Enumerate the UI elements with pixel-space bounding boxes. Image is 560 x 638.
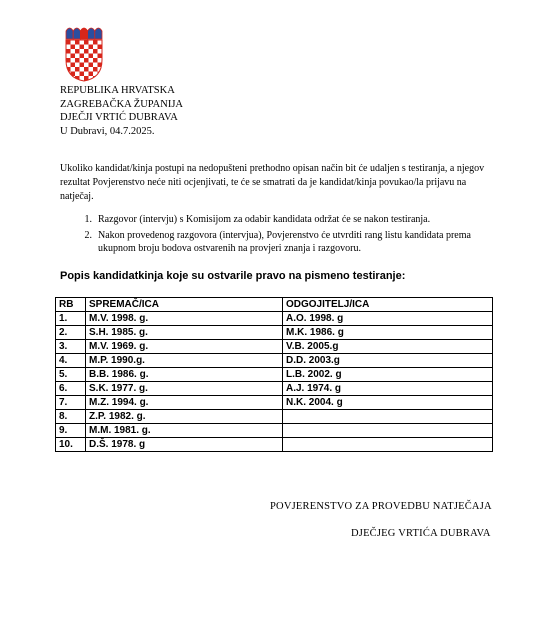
cell-rb: 5. (56, 368, 86, 382)
candidates-table (55, 297, 493, 452)
list-item-number: 2. (84, 229, 92, 241)
cell-odgojitelj: N.K. 2004. g (283, 396, 493, 410)
list-item-text: Razgovor (intervju) s Komisijom za odabir kandidata održat će se nakon testiranja. (98, 214, 431, 225)
committee-signature-line1: POVJERENSTVO ZA PROVEDBU NATJEČAJA (270, 501, 492, 512)
cell-odgojitelj (283, 424, 493, 438)
table-row (56, 382, 493, 396)
cell-odgojitelj: L.B. 2002. g (283, 368, 493, 382)
cell-rb: 2. (56, 326, 86, 340)
column-header-odgojitelj: ODGOJITELJ/ICA (283, 298, 493, 312)
cell-spremac: M.V. 1969. g. (86, 340, 283, 354)
cell-odgojitelj: A.O. 1998. g (283, 312, 493, 326)
candidates-list-title: Popis kandidatkinja koje su ostvarile pravo na pismeno testiranje: (60, 270, 406, 282)
column-header-rb: RB (56, 298, 86, 312)
header-country: REPUBLIKA HRVATSKA (60, 85, 175, 96)
table-row (56, 368, 493, 382)
cell-spremac: D.Š. 1978. g (86, 438, 283, 452)
header-date: U Dubravi, 04.7.2025. (60, 125, 155, 137)
intro-paragraph: Ukoliko kandidat/kinja postupi na nedopušteni prethodno opisan način bit će udaljen s testiranja, a njegov rezultat Povjerenstvo neće niti ocjenjivati, te će se smatrati da je kandidat/kinja povukao/la prijavu na natječaj. (60, 163, 485, 202)
cell-spremac: M.V. 1998. g. (86, 312, 283, 326)
list-item (60, 229, 500, 256)
column-header-spremac: SPREMAČ/ICA (86, 298, 283, 312)
table-row (56, 424, 493, 438)
crown (66, 28, 102, 39)
table-row (56, 354, 493, 368)
cell-odgojitelj: A.J. 1974. g (283, 382, 493, 396)
coat-of-arms-logo (63, 22, 105, 82)
cell-odgojitelj: D.D. 2003.g (283, 354, 493, 368)
cell-odgojitelj: M.K. 1986. g (283, 326, 493, 340)
cell-odgojitelj (283, 438, 493, 452)
committee-signature-line2: DJEČJEG VRTIĆA DUBRAVA (351, 528, 491, 539)
table-row (56, 312, 493, 326)
list-item-text: Nakon provedenog razgovora (intervjua), Povjerenstvo će utvrditi rang listu kandidata prema ukupnom broju bodova ostvarenih na provjeri znanja i razgovoru. (98, 229, 471, 254)
cell-odgojitelj (283, 410, 493, 424)
header-institution: DJEČJI VRTIĆ DUBRAVA (60, 112, 178, 123)
table-row (56, 396, 493, 410)
cell-rb: 9. (56, 424, 86, 438)
cell-spremac: Z.P. 1982. g. (86, 410, 283, 424)
table-row (56, 340, 493, 354)
cell-rb: 6. (56, 382, 86, 396)
cell-rb: 10. (56, 438, 86, 452)
cell-rb: 3. (56, 340, 86, 354)
cell-spremac: M.Z. 1994. g. (86, 396, 283, 410)
institution-header (60, 84, 183, 138)
table-row (56, 326, 493, 340)
table-row (56, 410, 493, 424)
cell-rb: 7. (56, 396, 86, 410)
cell-spremac: S.K. 1977. g. (86, 382, 283, 396)
cell-rb: 8. (56, 410, 86, 424)
cell-rb: 1. (56, 312, 86, 326)
table-row (56, 438, 493, 452)
cell-spremac: M.P. 1990.g. (86, 354, 283, 368)
cell-rb: 4. (56, 354, 86, 368)
list-item-number: 1. (84, 214, 92, 225)
cell-spremac: B.B. 1986. g. (86, 368, 283, 382)
cell-spremac: M.M. 1981. g. (86, 424, 283, 438)
cell-spremac: S.H. 1985. g. (86, 326, 283, 340)
header-county: ZAGREBAČKA ŽUPANIJA (60, 98, 184, 110)
cell-odgojitelj: V.B. 2005.g (283, 340, 493, 354)
numbered-list (60, 213, 500, 258)
table-header-row (56, 298, 493, 312)
list-item (60, 213, 500, 227)
